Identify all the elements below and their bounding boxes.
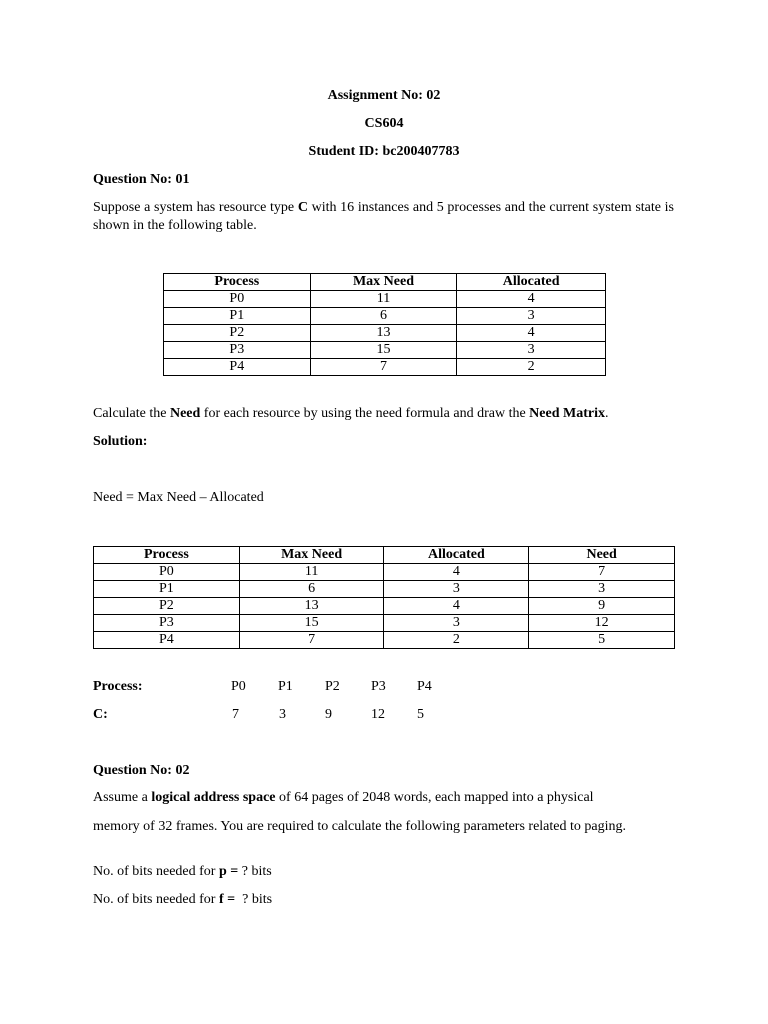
table-cell: P4 [94, 632, 240, 649]
summary-value: 9 [325, 707, 332, 722]
table-row [164, 325, 606, 342]
table-row [94, 581, 675, 598]
table-cell: 3 [529, 581, 675, 598]
table-row [94, 564, 675, 581]
table-cell: P0 [94, 564, 240, 581]
table-cell: P1 [164, 308, 311, 325]
table-cell: 3 [457, 342, 606, 359]
summary-process: P2 [325, 679, 340, 694]
table-cell: 5 [529, 632, 675, 649]
table-cell: 15 [239, 615, 384, 632]
table-cell: 7 [239, 632, 384, 649]
table-cell: 6 [310, 308, 457, 325]
question-2-line1: Assume a logical address space of 64 pages of 2048 words, each mapped into a physical [93, 790, 594, 805]
column-header: Max Need [310, 274, 457, 291]
summary-process: P4 [417, 679, 432, 694]
table-cell: P3 [94, 615, 240, 632]
table-cell: 4 [457, 291, 606, 308]
table-cell: 12 [529, 615, 675, 632]
table-cell: P1 [94, 581, 240, 598]
table-row [164, 291, 606, 308]
table-row [164, 359, 606, 376]
table-cell: P2 [164, 325, 311, 342]
question-1-title: Question No: 01 [93, 172, 190, 187]
table-cell: 11 [239, 564, 384, 581]
table-cell: 7 [529, 564, 675, 581]
summary-value: 7 [232, 707, 239, 722]
summary-process: P3 [371, 679, 386, 694]
summary-process: P0 [231, 679, 246, 694]
table-cell: 7 [310, 359, 457, 376]
table-cell: 11 [310, 291, 457, 308]
column-header: Process [164, 274, 311, 291]
table-row [164, 308, 606, 325]
calculate-instruction: Calculate the Need for each resource by using the need formula and draw the Need Matrix. [93, 406, 609, 421]
summary-value: 12 [371, 707, 385, 722]
table-cell: 3 [384, 581, 529, 598]
table-cell: 15 [310, 342, 457, 359]
table-cell: 6 [239, 581, 384, 598]
summary-process-label: Process: [93, 679, 143, 694]
column-header: Allocated [457, 274, 606, 291]
table-cell: 4 [384, 598, 529, 615]
summary-value: 3 [279, 707, 286, 722]
table-cell: 13 [239, 598, 384, 615]
student-id: Student ID: bc200407783 [308, 144, 460, 159]
table-cell: 4 [384, 564, 529, 581]
summary-c-label: C: [93, 707, 108, 722]
table-row [94, 615, 675, 632]
summary-process: P1 [278, 679, 293, 694]
column-header: Max Need [239, 547, 384, 564]
bits-for-p: No. of bits needed for p = ? bits [93, 864, 272, 879]
table-cell: 9 [529, 598, 675, 615]
allocation-table [163, 273, 606, 376]
question-2-title: Question No: 02 [93, 763, 190, 778]
need-matrix-table [93, 546, 675, 649]
table-cell: 4 [457, 325, 606, 342]
table-header-row [94, 547, 675, 564]
column-header: Allocated [384, 547, 529, 564]
table-row [164, 342, 606, 359]
table-cell: P4 [164, 359, 311, 376]
assignment-title: Assignment No: 02 [327, 88, 441, 103]
bits-for-f: No. of bits needed for f = ? bits [93, 892, 273, 907]
table-header-row [164, 274, 606, 291]
column-header: Process [94, 547, 240, 564]
question-1-intro: Suppose a system has resource type C with 16 instances and 5 processes and the current system state is shown in the following table. [93, 200, 674, 233]
table-cell: 2 [384, 632, 529, 649]
table-cell: 2 [457, 359, 606, 376]
table-cell: P3 [164, 342, 311, 359]
table-cell: P0 [164, 291, 311, 308]
table-row [94, 632, 675, 649]
question-2-paragraph: memory of 32 frames. You are required to calculate the following parameters related to paging. [93, 819, 626, 834]
table-cell: P2 [94, 598, 240, 615]
table-cell: 3 [457, 308, 606, 325]
need-formula: Need = Max Need – Allocated [93, 490, 264, 505]
solution-label: Solution: [93, 434, 148, 449]
table-cell: 3 [384, 615, 529, 632]
table-cell: 13 [310, 325, 457, 342]
column-header: Need [529, 547, 675, 564]
summary-value: 5 [417, 707, 424, 722]
course-code: CS604 [364, 116, 404, 131]
table-row [94, 598, 675, 615]
